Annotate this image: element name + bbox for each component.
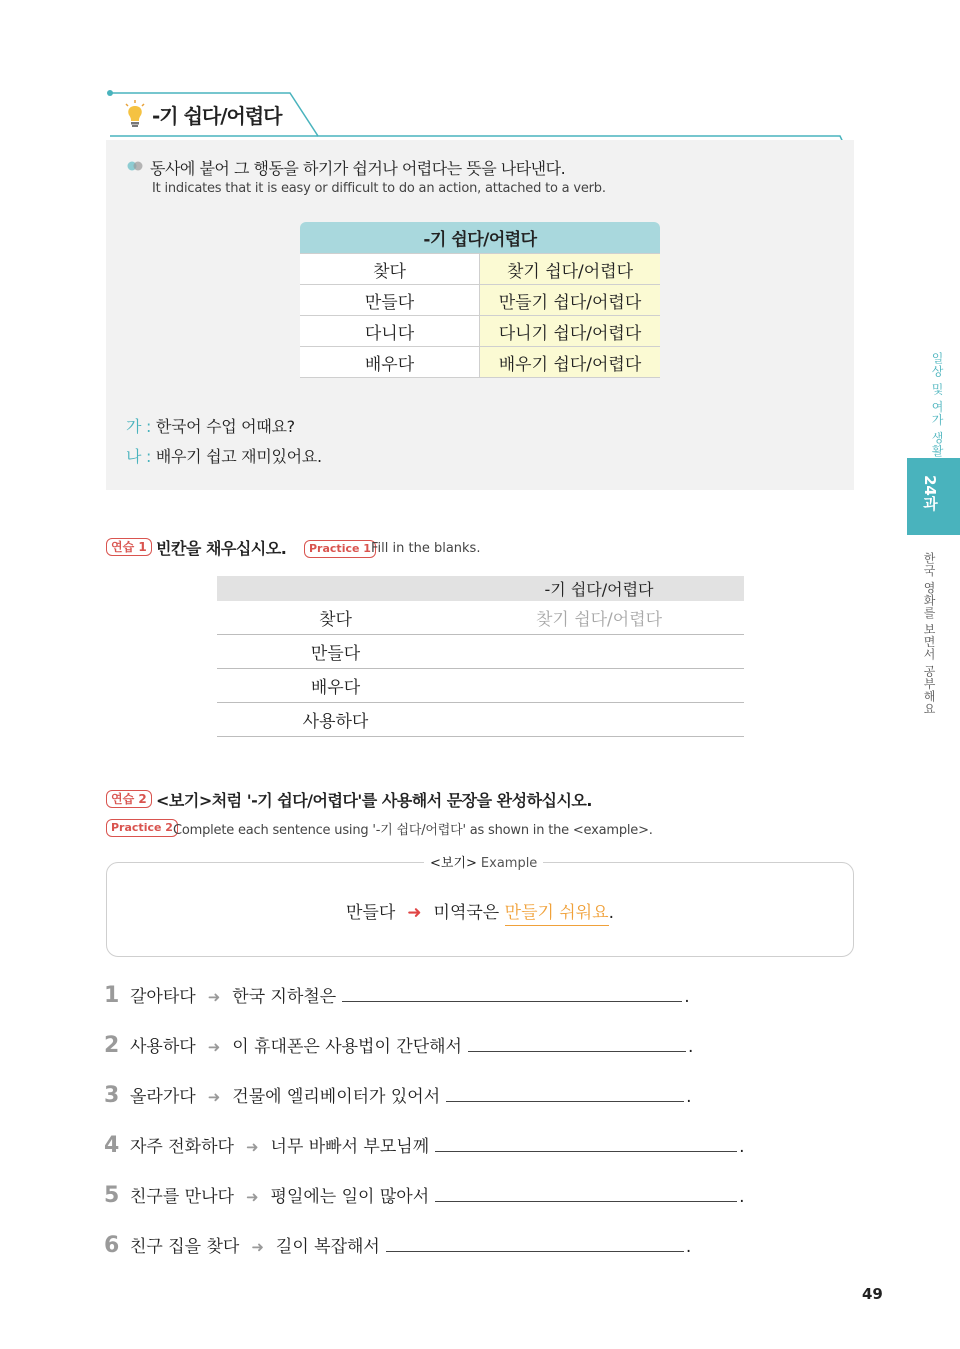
item-verb: 사용하다	[130, 1037, 196, 1057]
arrow-right-icon: ➜	[207, 988, 221, 1006]
exercise-item: 6 친구 집을 찾다 ➜ 길이 복잡해서 .	[104, 1233, 692, 1258]
verb-cell: 다니다	[300, 316, 480, 347]
arrow-right-icon: ➜	[207, 1088, 221, 1106]
item-sentence: 이 휴대폰은 사용법이 간단해서	[232, 1037, 462, 1057]
bullet-dots-icon	[126, 160, 146, 172]
example-sentence: 미역국은	[433, 903, 500, 923]
verb-cell: 만들다	[300, 285, 480, 316]
example-label-english: Example	[480, 856, 538, 871]
table-row	[300, 285, 660, 316]
dialog-text: 배우기 쉽고 재미있어요.	[155, 447, 322, 466]
description-english: It indicates that it is easy or difficult to do an action, attached to a verb.	[152, 181, 606, 196]
item-verb: 친구 집을 찾다	[130, 1237, 240, 1257]
item-number: 1	[104, 983, 120, 1008]
item-sentence: 길이 복잡해서	[275, 1237, 380, 1257]
practice1-instruction-english: Fill in the blanks.	[371, 541, 481, 556]
practice2-instruction-english: Complete each sentence using '-기 쉽다/어렵다' as shown in the <example>.	[173, 823, 653, 838]
item-verb: 갈아타다	[130, 987, 196, 1007]
verb-cell: 만들다	[217, 635, 454, 669]
answer-blank[interactable]	[454, 703, 744, 737]
item-number: 5	[104, 1183, 120, 1208]
exercise-item: 2 사용하다 ➜ 이 휴대폰은 사용법이 간단해서 .	[104, 1033, 694, 1058]
item-number: 3	[104, 1083, 120, 1108]
form-cell: 찾기 쉽다/어렵다	[480, 254, 661, 285]
practice1-badge-korean: 연습 1	[106, 538, 152, 556]
verb-cell: 배우다	[217, 669, 454, 703]
side-chapter-label: 일상 및 여가 생활	[930, 352, 944, 458]
table-row	[217, 635, 744, 669]
arrow-right-icon: ➜	[407, 903, 422, 923]
table-row	[217, 669, 744, 703]
verb-cell: 찾다	[300, 254, 480, 285]
side-lesson-number: 24과	[921, 475, 939, 511]
answer-blank[interactable]	[435, 1183, 737, 1202]
answer-blank[interactable]	[446, 1083, 684, 1102]
item-number: 2	[104, 1033, 120, 1058]
arrow-right-icon: ➜	[245, 1138, 259, 1156]
example-label-korean: <보기>	[430, 856, 477, 871]
speaker-label: 나	[126, 447, 142, 466]
table-row	[217, 703, 744, 737]
table-row	[217, 601, 744, 635]
verb-cell: 배우다	[300, 347, 480, 378]
page-number: 49	[862, 1285, 883, 1303]
verb-cell: 사용하다	[217, 703, 454, 737]
item-verb: 친구를 만나다	[130, 1187, 234, 1207]
practice1-table	[217, 576, 744, 737]
practice1-instruction-korean: 빈칸을 채우십시오.	[156, 539, 287, 558]
item-sentence: 건물에 엘리베이터가 있어서	[232, 1087, 441, 1107]
table-row	[300, 254, 660, 285]
exercise-item: 1 갈아타다 ➜ 한국 지하철은 .	[104, 983, 690, 1008]
item-sentence: 너무 바빠서 부모님께	[270, 1137, 430, 1157]
table-row	[300, 316, 660, 347]
answer-blank[interactable]	[454, 669, 744, 703]
example-sentence-line: 만들다 ➜ 미역국은 만들기 쉬워요.	[346, 898, 614, 923]
practice2-badge-korean: 연습 2	[106, 790, 152, 808]
item-number: 4	[104, 1133, 120, 1158]
item-sentence: 평일에는 일이 많아서	[270, 1187, 430, 1207]
grammar-title: -기 쉽다/어렵다	[152, 104, 282, 128]
conjugation-table	[300, 222, 660, 378]
example-verb: 만들다	[346, 903, 396, 923]
arrow-right-icon: ➜	[251, 1238, 264, 1256]
example-label	[424, 852, 543, 871]
arrow-right-icon: ➜	[207, 1038, 221, 1056]
answer-blank[interactable]	[342, 983, 682, 1002]
form-cell: 다니기 쉽다/어렵다	[480, 316, 661, 347]
table-row	[300, 347, 660, 378]
practice1-badge-english: Practice 1	[304, 540, 376, 558]
item-sentence: 한국 지하철은	[232, 987, 337, 1007]
side-lesson-title: 한국 영화를 보면서 공부해요	[922, 552, 936, 715]
item-verb: 자주 전화하다	[130, 1137, 234, 1157]
practice1-table-header: -기 쉽다/어렵다	[454, 576, 744, 601]
exercise-item: 4 자주 전화하다 ➜ 너무 바빠서 부모님께 .	[104, 1133, 745, 1158]
form-cell: 배우기 쉽다/어렵다	[480, 347, 661, 378]
item-verb: 올라가다	[130, 1087, 196, 1107]
answer-blank[interactable]	[468, 1033, 686, 1052]
practice2-badge-english: Practice 2	[106, 819, 178, 837]
practice2-instruction-korean: <보기>처럼 '-기 쉽다/어렵다'를 사용해서 문장을 완성하십시오.	[156, 791, 592, 810]
exercise-item: 3 올라가다 ➜ 건물에 엘리베이터가 있어서 .	[104, 1083, 692, 1108]
dialog-line: 나 : 배우기 쉽고 재미있어요.	[126, 447, 322, 466]
answer-blank[interactable]	[386, 1233, 684, 1252]
conjugation-table-header: -기 쉽다/어렵다	[300, 222, 660, 254]
arrow-right-icon: ➜	[245, 1188, 259, 1206]
lightbulb-icon	[124, 99, 146, 129]
description-korean: 동사에 붙어 그 행동을 하기가 쉽거나 어렵다는 뜻을 나타낸다.	[150, 159, 566, 178]
answer-blank[interactable]	[435, 1133, 737, 1152]
speaker-label: 가	[126, 417, 142, 436]
form-cell: 만들기 쉽다/어렵다	[480, 285, 661, 316]
dialog-line: 가 : 한국어 수업 어때요?	[126, 417, 295, 436]
item-number: 6	[104, 1233, 120, 1258]
verb-cell: 찾다	[217, 601, 454, 635]
dialog-text: 한국어 수업 어때요?	[155, 417, 295, 436]
answer-blank[interactable]	[454, 635, 744, 669]
exercise-item: 5 친구를 만나다 ➜ 평일에는 일이 많아서 .	[104, 1183, 745, 1208]
example-answer-cell: 찾기 쉽다/어렵다	[454, 601, 744, 635]
example-answer: 만들기 쉬워요	[505, 903, 609, 926]
